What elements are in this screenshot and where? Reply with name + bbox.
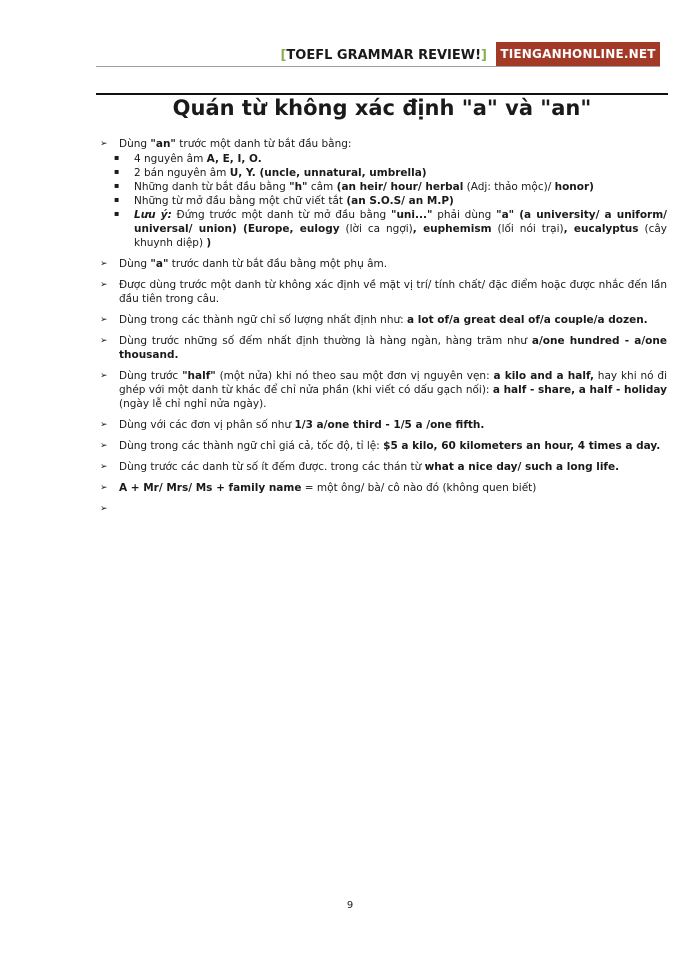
arrow-bullet-icon: ➢ bbox=[100, 483, 108, 493]
sub-item-note bbox=[100, 208, 667, 250]
list-item-an bbox=[100, 137, 667, 250]
arrow-bullet-icon: ➢ bbox=[100, 420, 108, 430]
text: (lời ca ngợi) bbox=[339, 223, 413, 235]
arrow-bullet-icon: ➢ bbox=[100, 462, 108, 472]
bold-text: "half" bbox=[182, 370, 216, 382]
list-item-fractions bbox=[100, 418, 667, 432]
text: = một ông/ bà/ cô nào đó (không quen biết) bbox=[301, 482, 537, 494]
text: 2 bán nguyên âm bbox=[134, 167, 230, 179]
bold-text: "uni..." bbox=[390, 209, 433, 221]
bold-text: "an" bbox=[150, 138, 176, 150]
list-item-quantity bbox=[100, 313, 667, 327]
title-divider bbox=[96, 93, 668, 95]
text: (một nửa) khi nó theo sau một đơn vị nguyên vẹn: bbox=[215, 370, 494, 382]
page-header bbox=[0, 40, 700, 70]
arrow-bullet-icon: ➢ bbox=[100, 139, 108, 149]
bold-text: a/one hundred - a/one thousand. bbox=[119, 335, 667, 361]
square-bullet-icon: ▪ bbox=[114, 181, 120, 190]
bold-text: a kilo and a half, bbox=[493, 370, 594, 382]
page-number: 9 bbox=[346, 900, 354, 911]
header-divider bbox=[96, 66, 660, 67]
document-title: Quán từ không xác định "a" và "an" bbox=[172, 96, 592, 120]
bold-text: A, E, I, O. bbox=[206, 153, 262, 165]
bold-text: "h" bbox=[289, 181, 308, 193]
text: câm bbox=[307, 181, 337, 193]
bracket-close: ] bbox=[481, 48, 487, 63]
text: Dùng bbox=[119, 258, 151, 270]
text: Được dùng trước một danh từ không xác định về mặt vị trí/ tính chất/ đặc điểm hoặc được nhắc đến lần đầu tiên trong câu. bbox=[119, 279, 667, 305]
site-badge: TIENGANHONLINE.NET bbox=[496, 42, 660, 66]
header-title-text: TOEFL GRAMMAR REVIEW! bbox=[286, 48, 482, 63]
text: 4 nguyên âm bbox=[134, 153, 207, 165]
square-bullet-icon: ▪ bbox=[114, 153, 120, 162]
arrow-bullet-icon: ➢ bbox=[100, 504, 108, 514]
text: Dùng trước những số đếm nhất định thường là hàng ngàn, hàng trăm như bbox=[119, 335, 532, 347]
arrow-bullet-icon: ➢ bbox=[100, 280, 108, 290]
bold-text: , euphemism bbox=[412, 223, 492, 235]
bold-text: (an S.O.S/ an M.P) bbox=[346, 195, 454, 207]
list-item-rates bbox=[100, 439, 667, 453]
text: (Adj: thảo mộc)/ bbox=[463, 181, 555, 193]
sub-item-abbreviation bbox=[100, 194, 667, 208]
text: (cây khuynh diệp) bbox=[134, 223, 668, 249]
bold-text: ) bbox=[206, 237, 212, 249]
text: trước một danh từ bắt đầu bằng: bbox=[175, 138, 352, 150]
text: Dùng trong các thành ngữ chỉ giá cả, tốc độ, tỉ lệ: bbox=[119, 440, 384, 452]
list-item-empty bbox=[100, 502, 667, 516]
bold-text: a lot of/a great deal of/a couple/a dozen. bbox=[407, 314, 648, 326]
sub-item-semivowels bbox=[100, 166, 667, 180]
arrow-bullet-icon: ➢ bbox=[100, 441, 108, 451]
text: Dùng bbox=[119, 138, 151, 150]
bold-text: "a" bbox=[150, 258, 169, 270]
list-item-exclamations bbox=[100, 460, 667, 474]
bold-text: $5 a kilo, 60 kilometers an hour, 4 times a day. bbox=[383, 440, 661, 452]
sub-item-vowels bbox=[100, 152, 667, 166]
text: Dùng trước bbox=[119, 370, 183, 382]
header-title bbox=[280, 48, 487, 63]
list-item-half bbox=[100, 369, 667, 411]
text: Đứng trước một danh từ mở đầu bằng bbox=[171, 209, 391, 221]
arrow-bullet-icon: ➢ bbox=[100, 259, 108, 269]
arrow-bullet-icon: ➢ bbox=[100, 336, 108, 346]
bold-text: (an heir/ hour/ herbal bbox=[336, 181, 464, 193]
sub-item-silent-h bbox=[100, 180, 667, 194]
content-list bbox=[100, 137, 667, 523]
bold-text: U, Y. (uncle, unnatural, umbrella) bbox=[229, 167, 427, 179]
text: phải dùng bbox=[432, 209, 497, 221]
bracket-open: [ bbox=[280, 48, 287, 63]
list-item-numbers bbox=[100, 334, 667, 362]
square-bullet-icon: ▪ bbox=[114, 167, 120, 176]
arrow-bullet-icon: ➢ bbox=[100, 371, 108, 381]
bold-text: a half - share, a half - holiday bbox=[492, 384, 667, 396]
list-item-a bbox=[100, 257, 667, 271]
bold-text: honor) bbox=[554, 181, 594, 193]
sub-list bbox=[114, 152, 668, 250]
text: Những từ mở đầu bằng một chữ viết tắt bbox=[134, 195, 347, 207]
list-item-indefinite bbox=[100, 278, 667, 306]
list-item-family-name bbox=[100, 481, 667, 495]
bold-text: what a nice day/ such a long life. bbox=[424, 461, 620, 473]
bold-text: "a" (a university/ a uniform/ universal/ union) (Europe, eulogy bbox=[134, 209, 667, 235]
bold-text: 1/3 a/one third - 1/5 a /one fifth. bbox=[294, 419, 485, 431]
text: (lối nói trại) bbox=[491, 223, 564, 235]
bold-text: A + Mr/ Mrs/ Ms + family name bbox=[119, 482, 302, 494]
square-bullet-icon: ▪ bbox=[114, 209, 120, 218]
text: (ngày lễ chỉ nghỉ nửa ngày). bbox=[119, 398, 267, 410]
text: Dùng trong các thành ngữ chỉ số lượng nhất định như: bbox=[119, 314, 408, 326]
text: Dùng với các đơn vị phân số như bbox=[119, 419, 295, 431]
arrow-bullet-icon: ➢ bbox=[100, 315, 108, 325]
note-label: Lưu ý: bbox=[134, 209, 172, 221]
square-bullet-icon: ▪ bbox=[114, 195, 120, 204]
text: hay khi nó đi ghép với một danh từ khác để chỉ nửa phần (khi viết có dấu gạch nối): bbox=[119, 370, 667, 396]
text: Dùng trước các danh từ số ít đếm được. trong các thán từ bbox=[119, 461, 425, 473]
text: Những danh từ bắt đầu bằng bbox=[134, 181, 290, 193]
bold-text: , eucalyptus bbox=[563, 223, 639, 235]
text: trước danh từ bắt đầu bằng một phụ âm. bbox=[168, 258, 388, 270]
